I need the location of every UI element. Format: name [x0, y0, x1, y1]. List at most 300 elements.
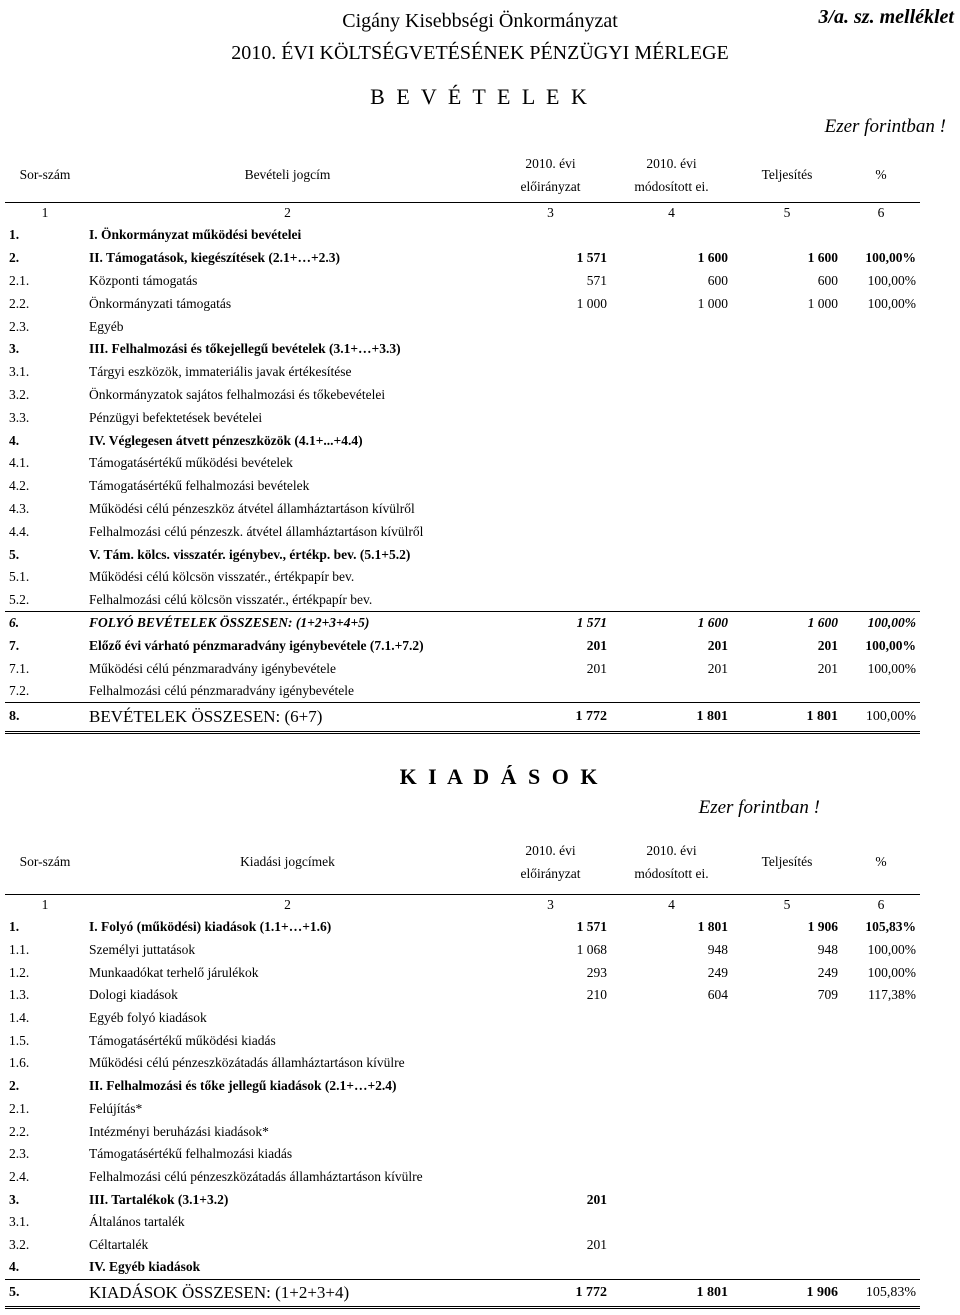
table-row [5, 475, 920, 498]
cell-percent [842, 589, 920, 612]
cell-percent [842, 520, 920, 543]
cell-eloiranyzat [490, 1143, 611, 1166]
cell-teljesites [732, 680, 842, 703]
cell-teljesites [732, 338, 842, 361]
cell-percent: 100,00% [842, 703, 920, 733]
cell-eloiranyzat [490, 338, 611, 361]
cell-modositott [611, 1120, 732, 1143]
cell-teljesites [732, 1256, 842, 1279]
cell-percent [842, 384, 920, 407]
cell-teljesites: 1 000 [807, 295, 838, 311]
cell-modositott [611, 1211, 732, 1234]
cell-eloiranyzat [490, 384, 611, 407]
col-header-ei-line1: 2010. évi [525, 155, 576, 171]
cell-percent [842, 361, 920, 384]
col-number: 3 [547, 897, 554, 913]
table-row [5, 452, 920, 475]
cell-eloiranyzat [490, 498, 611, 521]
col-header-pct: % [842, 148, 920, 202]
cell-eloiranyzat: 1 571 [576, 250, 607, 266]
cell-percent [842, 1143, 920, 1166]
expense-header-row [5, 830, 920, 894]
col-header-ei-line2: előirányzat [520, 865, 581, 881]
table-row [5, 1120, 920, 1143]
row-number: 2.2. [9, 295, 30, 311]
col-header-ei-line1: 2010. évi [525, 842, 576, 858]
cell-percent [842, 1007, 920, 1030]
cell-modositott: 948 [707, 942, 728, 958]
col-number: 4 [668, 897, 675, 913]
cell-modositott [611, 589, 732, 612]
cell-percent [842, 1234, 920, 1257]
col-number: 1 [41, 205, 49, 221]
cell-modositott [611, 1143, 732, 1166]
cell-eloiranyzat: 201 [586, 637, 607, 653]
cell-modositott [611, 1029, 732, 1052]
row-number: 2.4. [9, 1168, 30, 1184]
cell-teljesites [732, 498, 842, 521]
cell-teljesites: 1 600 [807, 615, 838, 631]
table-row [5, 338, 920, 361]
table-row [5, 1211, 920, 1234]
row-number: 7.1. [9, 660, 30, 676]
col-number: 3 [547, 205, 554, 221]
cell-percent: 100,00% [867, 660, 916, 676]
row-number: 8. [5, 703, 85, 733]
cell-percent [842, 1188, 920, 1211]
row-number: 2.1. [9, 1100, 30, 1116]
table-row [5, 916, 920, 939]
cell-teljesites: 1 906 [732, 1279, 842, 1307]
cell-modositott [611, 475, 732, 498]
cell-teljesites: 600 [817, 272, 838, 288]
row-number: 5.1. [9, 569, 30, 585]
col-number: 5 [783, 897, 791, 913]
row-label: I. Önkormányzat működési bevételei [89, 227, 302, 243]
row-label: Egyéb folyó kiadások [89, 1010, 207, 1026]
cell-percent [842, 1098, 920, 1121]
row-number: 3. [9, 341, 20, 357]
table-row [5, 1279, 920, 1307]
row-label: II. Felhalmozási és tőke jellegű kiadások (2.1+…+2.4) [89, 1078, 397, 1094]
row-number: 1.3. [9, 987, 30, 1003]
row-number: 5. [9, 546, 20, 562]
cell-eloiranyzat [490, 406, 611, 429]
cell-modositott [611, 1098, 732, 1121]
col-header-ei-line2: előirányzat [520, 178, 581, 194]
row-label: BEVÉTELEK ÖSSZESEN: (6+7) [85, 703, 490, 733]
cell-eloiranyzat: 293 [586, 964, 607, 980]
cell-percent: 117,38% [868, 987, 916, 1003]
row-label: Egyéb [89, 318, 124, 334]
row-number: 3. [9, 1191, 20, 1207]
cell-eloiranyzat [490, 589, 611, 612]
cell-modositott: 1 600 [697, 615, 728, 631]
cell-modositott [611, 1166, 732, 1189]
row-label: FOLYÓ BEVÉTELEK ÖSSZESEN: (1+2+3+4+5) [89, 615, 370, 631]
cell-percent [842, 1052, 920, 1075]
col-header-sor: Sor-szám [5, 830, 85, 894]
income-col-numbers [5, 202, 920, 224]
row-number: 2.1. [9, 272, 30, 288]
expense-unit-note: Ezer forintban ! [698, 797, 820, 818]
cell-eloiranyzat [490, 1075, 611, 1098]
cell-eloiranyzat [490, 1007, 611, 1030]
cell-teljesites [732, 384, 842, 407]
row-label: Felhalmozási célú kölcsön visszatér., értékpapír bev. [85, 589, 490, 612]
table-row [5, 612, 920, 635]
cell-teljesites [732, 1234, 842, 1257]
cell-teljesites [732, 1075, 842, 1098]
table-row [5, 1166, 920, 1189]
table-row [5, 680, 920, 703]
cell-eloiranyzat [490, 429, 611, 452]
col-header-eloiranyzat [490, 148, 611, 202]
cell-teljesites [732, 475, 842, 498]
cell-modositott [611, 1007, 732, 1030]
col-header-mod-line2: módosított ei. [634, 865, 709, 881]
cell-teljesites [732, 315, 842, 338]
document-title: 2010. ÉVI KÖLTSÉGVETÉSÉNEK PÉNZÜGYI MÉRLEGE [231, 42, 729, 64]
cell-modositott [611, 1256, 732, 1279]
row-label: III. Felhalmozási és tőkejellegű bevételek (3.1+…+3.3) [89, 341, 401, 357]
cell-eloiranyzat [490, 1256, 611, 1279]
row-label: Támogatásértékű felhalmozási kiadás [89, 1146, 293, 1162]
table-row [5, 566, 920, 589]
cell-eloiranyzat: 1 068 [576, 942, 607, 958]
row-label: Személyi juttatások [89, 942, 196, 958]
cell-teljesites [732, 1166, 842, 1189]
row-number: 2. [9, 1078, 20, 1094]
table-row [5, 1143, 920, 1166]
cell-percent [842, 224, 920, 247]
cell-teljesites: 1 801 [732, 703, 842, 733]
cell-percent [842, 1120, 920, 1143]
cell-percent [842, 566, 920, 589]
cell-eloiranyzat [490, 1029, 611, 1052]
row-number: 3.1. [9, 1214, 30, 1230]
cell-percent [842, 315, 920, 338]
table-row [5, 1234, 920, 1257]
cell-modositott [611, 543, 732, 566]
cell-modositott: 1 000 [697, 295, 728, 311]
table-row [5, 270, 920, 293]
row-label: Működési célú pénzmaradvány igénybevétele [89, 660, 337, 676]
row-number: 3.1. [9, 364, 30, 380]
cell-teljesites [732, 1120, 842, 1143]
row-label: Felhalmozási célú pénzeszközátadás államháztartáson kívülre [89, 1168, 423, 1184]
expense-col-numbers [5, 894, 920, 916]
table-row [5, 498, 920, 521]
cell-teljesites [732, 566, 842, 589]
cell-eloiranyzat [490, 543, 611, 566]
row-number: 7.2. [5, 680, 85, 703]
organization-name: Cigány Kisebbségi Önkormányzat [342, 10, 618, 32]
row-label: Általános tartalék [89, 1214, 185, 1230]
cell-eloiranyzat: 1 000 [576, 295, 607, 311]
cell-percent: 100,00% [867, 964, 916, 980]
cell-eloiranyzat [490, 566, 611, 589]
row-label: I. Folyó (működési) kiadások (1.1+…+1.6) [89, 919, 332, 935]
col-header-eloiranyzat [490, 830, 611, 894]
cell-modositott: 604 [707, 987, 728, 1003]
cell-teljesites: 948 [817, 942, 838, 958]
col-header-teljesites: Teljesítés [732, 830, 842, 894]
cell-eloiranyzat [490, 1120, 611, 1143]
cell-teljesites [732, 224, 842, 247]
row-number: 1. [9, 919, 20, 935]
table-row [5, 520, 920, 543]
cell-eloiranyzat [490, 452, 611, 475]
row-label: Központi támogatás [89, 272, 198, 288]
cell-modositott [611, 361, 732, 384]
table-row [5, 984, 920, 1007]
cell-percent [842, 1166, 920, 1189]
row-number: 4. [5, 1256, 85, 1279]
col-number: 6 [877, 205, 885, 221]
row-number: 3.3. [9, 409, 30, 425]
col-header-pct: % [842, 830, 920, 894]
row-label: Működési célú pénzeszköz átvétel államháztartáson kívülről [89, 500, 415, 516]
table-row [5, 315, 920, 338]
cell-eloiranyzat [490, 1052, 611, 1075]
cell-percent [842, 1211, 920, 1234]
row-label: III. Tartalékok (3.1+3.2) [89, 1191, 229, 1207]
cell-teljesites [732, 406, 842, 429]
table-row [5, 1256, 920, 1279]
row-label: Pénzügyi befektetések bevételei [89, 409, 263, 425]
income-section-title: B E V É T E L E K [370, 84, 590, 109]
cell-eloiranyzat: 1 772 [490, 703, 611, 733]
row-number: 4. [9, 432, 20, 448]
cell-modositott: 1 801 [611, 703, 732, 733]
table-row [5, 939, 920, 962]
cell-percent [842, 680, 920, 703]
row-label: V. Tám. kölcs. visszatér. igénybev., értékp. bev. (5.1+5.2) [89, 546, 411, 562]
row-label: Céltartalék [89, 1236, 149, 1252]
cell-modositott: 1 600 [697, 250, 728, 266]
cell-teljesites [732, 1211, 842, 1234]
cell-percent [842, 1256, 920, 1279]
cell-percent: 100,00% [867, 272, 916, 288]
row-number: 4.4. [9, 523, 30, 539]
col-number: 5 [783, 205, 791, 221]
cell-percent: 105,83% [865, 919, 916, 935]
cell-percent: 100,00% [867, 295, 916, 311]
cell-modositott: 201 [707, 660, 728, 676]
col-header-mod-line1: 2010. évi [646, 842, 697, 858]
col-header-mod-line2: módosított ei. [634, 178, 709, 194]
cell-percent: 100,00% [867, 942, 916, 958]
cell-eloiranyzat [490, 1166, 611, 1189]
table-row [5, 292, 920, 315]
cell-modositott: 249 [707, 964, 728, 980]
cell-eloiranyzat: 1 571 [576, 919, 607, 935]
cell-eloiranyzat: 201 [586, 1236, 607, 1252]
row-label: Felhalmozási célú pénzeszk. átvétel államháztartáson kívülről [89, 523, 424, 539]
expense-section-title: K I A D Á S O K [399, 764, 601, 789]
table-row [5, 1007, 920, 1030]
cell-teljesites: 709 [817, 987, 838, 1003]
cell-teljesites: 201 [817, 637, 838, 653]
row-label: Működési célú kölcsön visszatér., értékpapír bev. [89, 569, 355, 585]
table-row [5, 657, 920, 680]
row-label: Működési célú pénzeszközátadás államháztartáson kívülre [89, 1055, 405, 1071]
row-label: Felújítás* [89, 1100, 143, 1116]
annex-label: 3/a. sz. melléklet [818, 6, 954, 28]
row-label: II. Támogatások, kiegészítések (2.1+…+2.3) [89, 250, 341, 266]
cell-modositott [611, 566, 732, 589]
cell-eloiranyzat [490, 224, 611, 247]
cell-modositott [611, 680, 732, 703]
cell-teljesites [732, 1143, 842, 1166]
row-number: 1. [9, 227, 20, 243]
row-number: 3.2. [9, 386, 30, 402]
cell-eloiranyzat: 201 [586, 660, 607, 676]
cell-eloiranyzat [490, 475, 611, 498]
cell-teljesites [732, 589, 842, 612]
col-header-jogcim: Kiadási jogcímek [85, 830, 490, 894]
table-row [5, 1188, 920, 1211]
row-number: 1.5. [9, 1032, 30, 1048]
cell-teljesites [732, 1188, 842, 1211]
cell-percent [842, 543, 920, 566]
cell-eloiranyzat: 571 [586, 272, 607, 288]
row-number: 2. [9, 250, 20, 266]
row-label: Önkormányzatok sajátos felhalmozási és tőkebevételei [89, 386, 386, 402]
row-number: 5. [5, 1279, 85, 1307]
col-header-mod-line1: 2010. évi [646, 155, 697, 171]
table-row [5, 429, 920, 452]
income-unit-note: Ezer forintban ! [824, 116, 946, 137]
table-row [5, 1075, 920, 1098]
col-header-jogcim: Bevételi jogcím [85, 148, 490, 202]
table-row [5, 1052, 920, 1075]
row-label: Dologi kiadások [89, 987, 178, 1003]
cell-modositott [611, 1075, 732, 1098]
cell-modositott [611, 338, 732, 361]
row-label: KIADÁSOK ÖSSZESEN: (1+2+3+4) [85, 1279, 490, 1307]
cell-modositott [611, 1234, 732, 1257]
table-row [5, 543, 920, 566]
table-row [5, 589, 920, 612]
cell-percent [842, 452, 920, 475]
cell-eloiranyzat [490, 1098, 611, 1121]
col-number: 6 [877, 897, 885, 913]
cell-eloiranyzat [490, 361, 611, 384]
table-row [5, 224, 920, 247]
cell-modositott [611, 406, 732, 429]
cell-percent [842, 1029, 920, 1052]
row-number: 3.2. [9, 1236, 30, 1252]
cell-eloiranyzat [490, 315, 611, 338]
row-label: Tárgyi eszközök, immateriális javak értékesítése [89, 364, 352, 380]
cell-teljesites [732, 1029, 842, 1052]
cell-modositott: 201 [707, 637, 728, 653]
cell-eloiranyzat: 1 772 [490, 1279, 611, 1307]
cell-teljesites [732, 429, 842, 452]
expense-table [5, 830, 920, 1309]
row-label: Támogatásértékű működési kiadás [89, 1032, 276, 1048]
cell-percent [842, 406, 920, 429]
row-label: Felhalmozási célú pénzmaradvány igénybevétele [85, 680, 490, 703]
cell-modositott [611, 384, 732, 407]
cell-modositott [611, 498, 732, 521]
row-number: 1.1. [9, 942, 30, 958]
cell-teljesites [732, 520, 842, 543]
row-label: Támogatásértékű felhalmozási bevételek [89, 478, 310, 494]
col-header-modositott [611, 148, 732, 202]
row-label: Intézményi beruházási kiadások* [89, 1123, 269, 1139]
cell-percent [842, 475, 920, 498]
cell-teljesites [732, 1098, 842, 1121]
cell-modositott [611, 429, 732, 452]
cell-teljesites: 1 906 [807, 919, 838, 935]
cell-modositott: 600 [707, 272, 728, 288]
col-header-teljesites: Teljesítés [732, 148, 842, 202]
col-header-modositott [611, 830, 732, 894]
table-row [5, 384, 920, 407]
cell-eloiranyzat: 201 [586, 1191, 607, 1207]
cell-percent [842, 429, 920, 452]
table-row [5, 1098, 920, 1121]
cell-modositott [611, 224, 732, 247]
cell-teljesites [732, 1007, 842, 1030]
col-header-sor: Sor-szám [5, 148, 85, 202]
cell-teljesites [732, 452, 842, 475]
row-number: 7. [9, 637, 20, 653]
row-number: 4.1. [9, 455, 30, 471]
cell-teljesites: 201 [817, 660, 838, 676]
row-number: 1.6. [9, 1055, 30, 1071]
cell-modositott: 1 801 [611, 1279, 732, 1307]
row-label: IV. Egyéb kiadások [85, 1256, 490, 1279]
col-number: 2 [284, 205, 291, 221]
table-row [5, 1029, 920, 1052]
cell-percent: 105,83% [842, 1279, 920, 1307]
cell-modositott [611, 520, 732, 543]
row-number: 4.3. [9, 500, 30, 516]
cell-eloiranyzat: 1 571 [576, 615, 607, 631]
cell-eloiranyzat [490, 520, 611, 543]
row-number: 5.2. [5, 589, 85, 612]
cell-teljesites: 1 600 [807, 250, 838, 266]
cell-modositott [611, 315, 732, 338]
table-row [5, 406, 920, 429]
income-table [5, 148, 920, 734]
table-row [5, 703, 920, 733]
cell-teljesites [732, 543, 842, 566]
cell-percent [842, 1075, 920, 1098]
cell-percent [842, 498, 920, 521]
row-number: 1.2. [9, 964, 30, 980]
row-number: 2.3. [9, 1146, 30, 1162]
income-header-row [5, 148, 920, 202]
cell-teljesites: 249 [817, 964, 838, 980]
cell-modositott [611, 452, 732, 475]
cell-teljesites [732, 361, 842, 384]
cell-percent: 100,00% [865, 637, 916, 653]
cell-teljesites [732, 1052, 842, 1075]
row-number: 2.2. [9, 1123, 30, 1139]
col-number: 2 [284, 897, 291, 913]
cell-percent [842, 338, 920, 361]
cell-eloiranyzat: 210 [586, 987, 607, 1003]
col-number: 1 [41, 897, 49, 913]
row-label: Előző évi várható pénzmaradvány igénybevétele (7.1.+7.2) [89, 637, 424, 653]
col-number: 4 [668, 205, 675, 221]
row-number: 6. [9, 615, 20, 631]
